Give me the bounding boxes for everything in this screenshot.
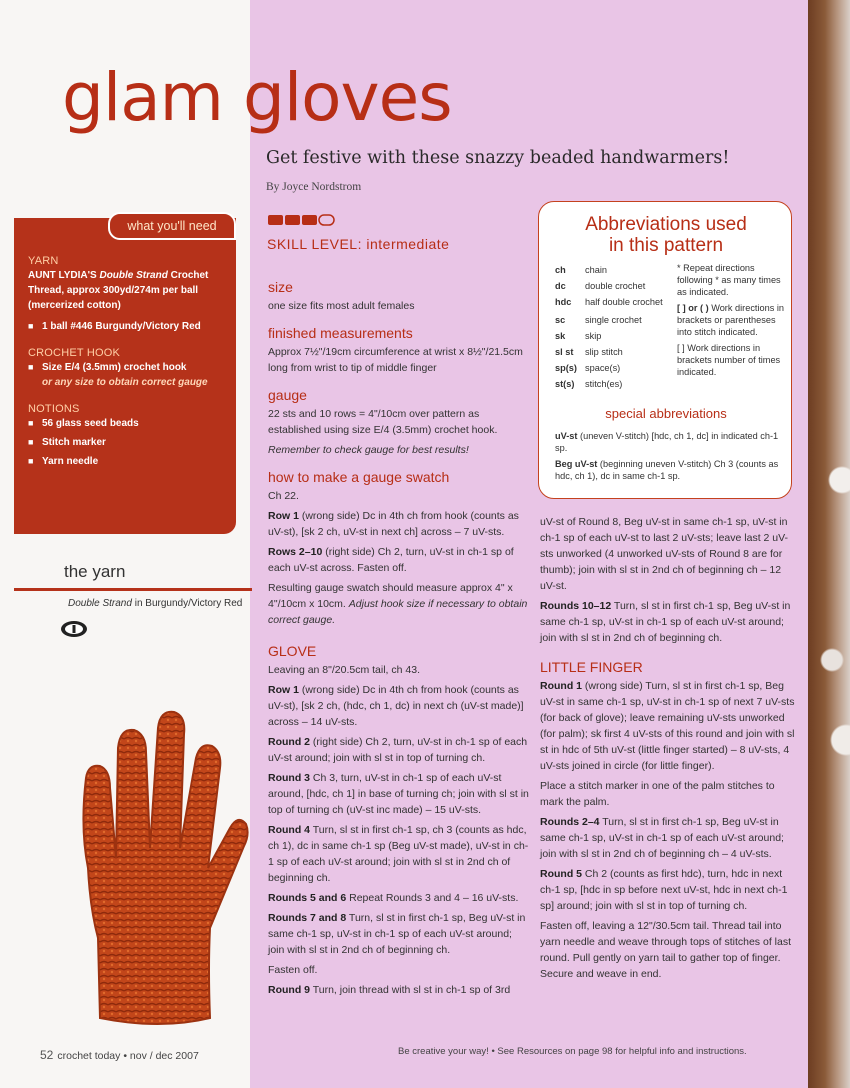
special-abbr: Beg uV-st (beginning uneven V-stitch) Ch 3 (counts as hdc, ch 1), dc in same ch-1 sp. (555, 459, 779, 481)
abbr-note: [ ] or ( ) Work directions in brackets or parentheses into stitch indicated. (677, 303, 785, 337)
yarn-heading: YARN (28, 255, 59, 267)
notion-item: ■ 56 glass seed beads (28, 418, 139, 429)
special-abbreviations (555, 430, 783, 486)
divider (14, 588, 252, 591)
byline: By Joyce Nordstrom (266, 181, 362, 193)
page-title: glam gloves (62, 59, 452, 136)
glove-heading: GLOVE (268, 643, 317, 659)
notion-item: ■ Stitch marker (28, 437, 106, 448)
finishing-note: Fasten off, leaving a 12"/30.5cm tail. Thread tail into yarn needle and weave through tops of stitches of last round. Pull gently on yarn tail to gather top of finger. Secure and weave in end. (540, 920, 791, 980)
footer-left: 52 crochet today • nov / dec 2007 (40, 1048, 199, 1062)
abbr-row: sk skip (555, 331, 602, 341)
yarn-description: AUNT LYDIA'S Double Strand Crochet Thread, approx 300yd/274m per ball (mercerized cotton) (28, 270, 209, 311)
glove-step: Row 1 (wrong side) Dc in 4th ch from hook (counts as uV-st), [sk 2 ch, (hdc, ch 1, dc) in next ch (uV-st made)] across – 14 uV-sts. (268, 684, 524, 728)
materials-tab-label: what you'll need (108, 212, 236, 240)
marker-note: Place a stitch marker in one of the palm stitches to mark the palm. (540, 780, 775, 808)
swatch-rows2: Rows 2–10 (right side) Ch 2, turn, uV-st in ch-1 sp of each uV-st across. Fasten off. (268, 546, 514, 574)
notion-item: ■ Yarn needle (28, 456, 99, 467)
glove-photo (60, 708, 260, 1038)
little-finger-round1: Round 1 (wrong side) Turn, sl st in first ch-1 sp, Beg uV-st in same ch-1 sp, uV-st in ch-1 sp of next 7 uV-sts (for back of glove); leave remaining uV-sts unworked (for palm); sk first 4 uV-sts of this round and join with sl st in hdc of 5th uV-st (little finger started) – 8 uV-sts, 4 uV-sts joined in circle (for little finger). (540, 680, 795, 772)
glove-intro: Leaving an 8"/20.5cm tail, ch 43. (268, 664, 420, 676)
abbr-row: sp(s) space(s) (555, 363, 621, 373)
rounds-10-12: Rounds 10–12 Turn, sl st in first ch-1 sp, Beg uV-st in same ch-1 sp, uV-st in ch-1 sp of each uV-st around; join with sl st in 2nd ch of beginning ch. (540, 600, 791, 644)
yarn-item: ■ 1 ball #446 Burgundy/Victory Red (28, 321, 201, 332)
hook-heading: CROCHET HOOK (28, 347, 121, 359)
bullet-icon: ■ (28, 456, 34, 466)
abbr-note: * Repeat directions following * as many times as indicated. (677, 263, 781, 297)
instructions-column-2 (540, 514, 798, 986)
glove-step: Rounds 7 and 8 Turn, sl st in first ch-1 sp, Beg uV-st in same ch-1 sp, uV-st in ch-1 sp of each uV-st around; join with sl st in 2nd ch of beginning ch. (268, 912, 526, 956)
yarn-section-title: the yarn (64, 562, 126, 581)
abbr-row: st(s) stitch(es) (555, 379, 623, 389)
gauge-note: Remember to check gauge for best results! (268, 444, 469, 456)
materials-box (14, 218, 236, 534)
little-finger-heading: LITTLE FINGER (540, 659, 643, 675)
abbr-note: [ ] Work directions in brackets number of times indicated. (677, 343, 781, 377)
instructions-column-1 (268, 268, 530, 1002)
skill-level: SKILL LEVEL: intermediate (267, 236, 450, 252)
abbr-row: ch chain (555, 265, 607, 275)
abbr-row: sl st slip stitch (555, 347, 623, 357)
abbr-row: sc single crochet (555, 315, 642, 325)
bullet-icon: ■ (28, 362, 34, 372)
glove-step: Round 4 Turn, sl st in first ch-1 sp, ch 3 (counts as hdc, ch 1), dc in same ch-1 sp (Beg uV-st made), uV-st in ch-1 sp of each uV-st around; join with sl st in 2nd ch of beginning ch. (268, 824, 529, 884)
round9-continued: uV-st of Round 8, Beg uV-st in same ch-1 sp, uV-st in ch-1 sp of each uV-st to last 2 uV-sts; leave last 2 uV-sts unworked (4 unworked uV-sts of Round 8 are for thumb); join with sl st in 2nd ch of beginning ch – 12 uV-st. (540, 516, 789, 592)
glove-step: Round 3 Ch 3, turn, uV-st in ch-1 sp of each uV-st around, [hdc, ch 1] in base of turning ch; join with sl st in top of turning ch (uV-st inc made) – 15 uV-sts. (268, 772, 529, 816)
notions-heading: NOTIONS (28, 403, 80, 415)
swatch-ch: Ch 22. (268, 490, 299, 502)
abbreviations-list (555, 262, 675, 392)
abbreviations-box (538, 201, 792, 499)
hook-item: ■ Size E/4 (3.5mm) crochet hook or any size to obtain correct gauge (28, 362, 208, 388)
abbr-row: hdc half double crochet (555, 297, 663, 307)
finished-heading: finished measurements (268, 325, 413, 341)
swatch-heading: how to make a gauge swatch (268, 469, 450, 485)
glove-round9: Round 9 Turn, join thread with sl st in ch-1 sp of 3rd (268, 984, 511, 996)
gauge-text: 22 sts and 10 rows = 4"/10cm over pattern as established using size E/4 (3.5mm) crochet hook. (268, 408, 498, 436)
glove-step: Rounds 5 and 6 Repeat Rounds 3 and 4 – 16 uV-sts. (268, 892, 519, 904)
special-abbr: uV-st (uneven V-stitch) [hdc, ch 1, dc] in indicated ch-1 sp. (555, 431, 779, 453)
glove-step: Round 2 (right side) Ch 2, turn, uV-st in ch-1 sp of each uV-st around; join with sl st in top of turning ch. (268, 736, 528, 764)
bullet-icon: ■ (28, 437, 34, 447)
special-abbreviations-title: special abbreviations (605, 406, 727, 421)
yarn-note: Double Strand in Burgundy/Victory Red (68, 598, 243, 609)
yarn-weight-icon (60, 620, 88, 638)
abbreviation-notes (677, 262, 787, 382)
glove-fasten: Fasten off. (268, 964, 318, 976)
little-finger-rounds-2-4: Rounds 2–4 Turn, sl st in first ch-1 sp, Beg uV-st in same ch-1 sp, uV-st in ch-1 sp of each uV-st around; join with sl st in 2nd ch of beginning ch – 4 uV-sts. (540, 816, 784, 860)
abbreviations-title: Abbreviations used in this pattern (585, 214, 747, 256)
footer-right: Be creative your way! • See Resources on page 98 for helpful info and instructions. (398, 1046, 747, 1057)
page-number: 52 (40, 1048, 54, 1062)
swatch-result: Resulting gauge swatch should measure approx 4" x 4"/10cm x 10cm. Adjust hook size if necessary to obtain correct gauge. (268, 582, 528, 626)
finished-text: Approx 7½"/19cm circumference at wrist x 8½"/21.5cm long from wrist to tip of middle finger (268, 346, 523, 374)
decorative-flakes (812, 420, 850, 780)
page-subtitle: Get festive with these snazzy beaded handwarmers! (266, 148, 730, 168)
little-finger-round5: Round 5 Ch 2 (counts as first hdc), turn, hdc in next ch-1 sp, [hdc in sp before next uV-st, hdc in next ch-1 sp] around; join with sl st in top of turning ch. (540, 868, 788, 912)
bullet-icon: ■ (28, 418, 34, 428)
size-heading: size (268, 279, 293, 295)
swatch-row1: Row 1 (wrong side) Dc in 4th ch from hook (counts as uV-st), [sk 2 ch, uV-st in next ch] across – 7 uV-sts. (268, 510, 519, 538)
skill-level-icon (268, 214, 340, 226)
size-text: one size fits most adult females (268, 300, 415, 312)
abbr-row: dc double crochet (555, 281, 646, 291)
gauge-heading: gauge (268, 387, 307, 403)
bullet-icon: ■ (28, 321, 34, 331)
